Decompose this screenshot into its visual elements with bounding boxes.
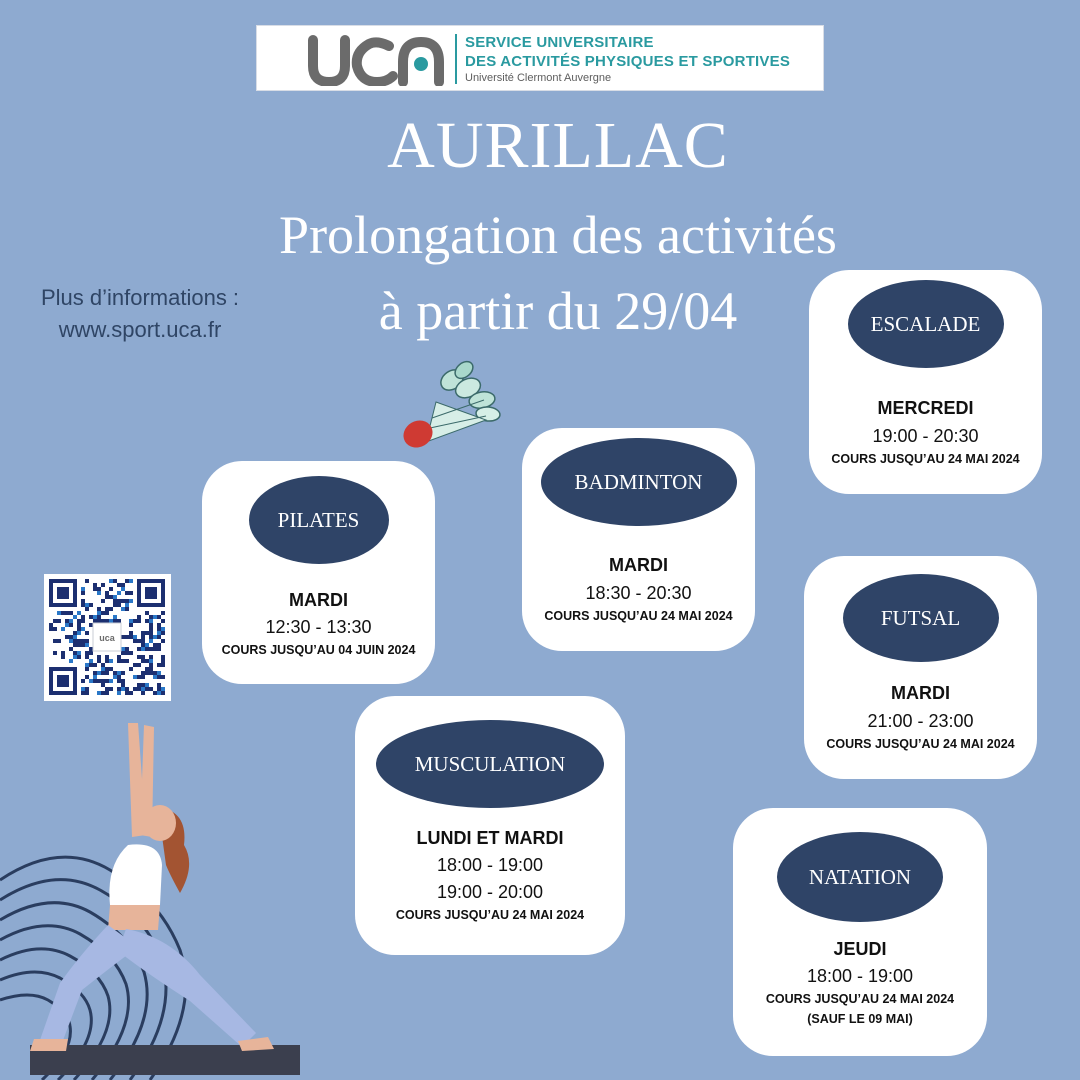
activity-title-escalade: ESCALADE [848,280,1004,368]
yoga-woman-illustration [20,715,310,1080]
activity-note: COURS JUSQU’AU 24 MAI 2024 [395,908,585,922]
activity-day: MARDI [289,590,348,610]
activity-title-badminton: BADMINTON [541,438,737,526]
activity-time: 18:00 - 19:00 [806,966,914,986]
activity-title-natation: NATATION [777,832,943,922]
card-natation [733,808,987,1056]
info-block [10,282,270,346]
qr-code-pattern [44,574,171,701]
activity-day: MARDI [891,683,950,703]
activity-day: JEUDI [833,939,887,959]
logo-divider [455,34,457,84]
page-title: AURILLAC [387,109,729,182]
activity-title-musculation: MUSCULATION [376,720,604,808]
qr-code[interactable] [44,574,171,701]
svg-text:uca: uca [99,633,115,643]
activity-time: 19:00 - 20:00 [436,882,544,902]
service-line-2: DES ACTIVITÉS PHYSIQUES ET SPORTIVES [465,53,791,70]
logo-banner [256,25,824,91]
activity-time: 21:00 - 23:00 [867,711,974,731]
card-badminton [522,428,755,651]
activity-note: COURS JUSQU’AU 24 MAI 2024 [826,737,1015,751]
university-name: Université Clermont Auvergne [465,72,612,84]
activity-day: MARDI [609,555,668,575]
activity-day: LUNDI ET MARDI [416,828,564,848]
activity-time: 18:30 - 20:30 [585,583,692,603]
subtitle-line-2: à partir du 29/04 [378,281,738,341]
shuttlecock-icon [396,360,508,452]
activity-time: 19:00 - 20:30 [872,426,979,446]
uca-logo [307,32,447,86]
activity-note: COURS JUSQU’AU 04 JUIN 2024 [221,643,416,657]
info-line-1: Plus d’informations : [40,285,240,310]
activity-time: 12:30 - 13:30 [265,617,372,637]
info-link[interactable]: www.sport.uca.fr [58,317,222,342]
activity-time: 18:00 - 19:00 [436,855,544,875]
card-futsal [804,556,1037,779]
card-escalade [809,270,1042,494]
service-line-1: SERVICE UNIVERSITAIRE [465,34,654,51]
activity-note: COURS JUSQU’AU 24 MAI 2024 [831,452,1020,466]
activity-title-pilates: PILATES [249,476,389,564]
activity-title-futsal: FUTSAL [843,574,999,662]
subtitle-line-1: Prolongation des activités [279,205,837,265]
activity-note-extra: (SAUF LE 09 MAI) [807,1012,913,1026]
activity-note: COURS JUSQU’AU 24 MAI 2024 [765,992,955,1006]
card-pilates [202,461,435,684]
logo-text [465,33,815,85]
activity-day: MERCREDI [877,398,974,418]
activity-note: COURS JUSQU’AU 24 MAI 2024 [544,609,733,623]
card-musculation [355,696,625,955]
